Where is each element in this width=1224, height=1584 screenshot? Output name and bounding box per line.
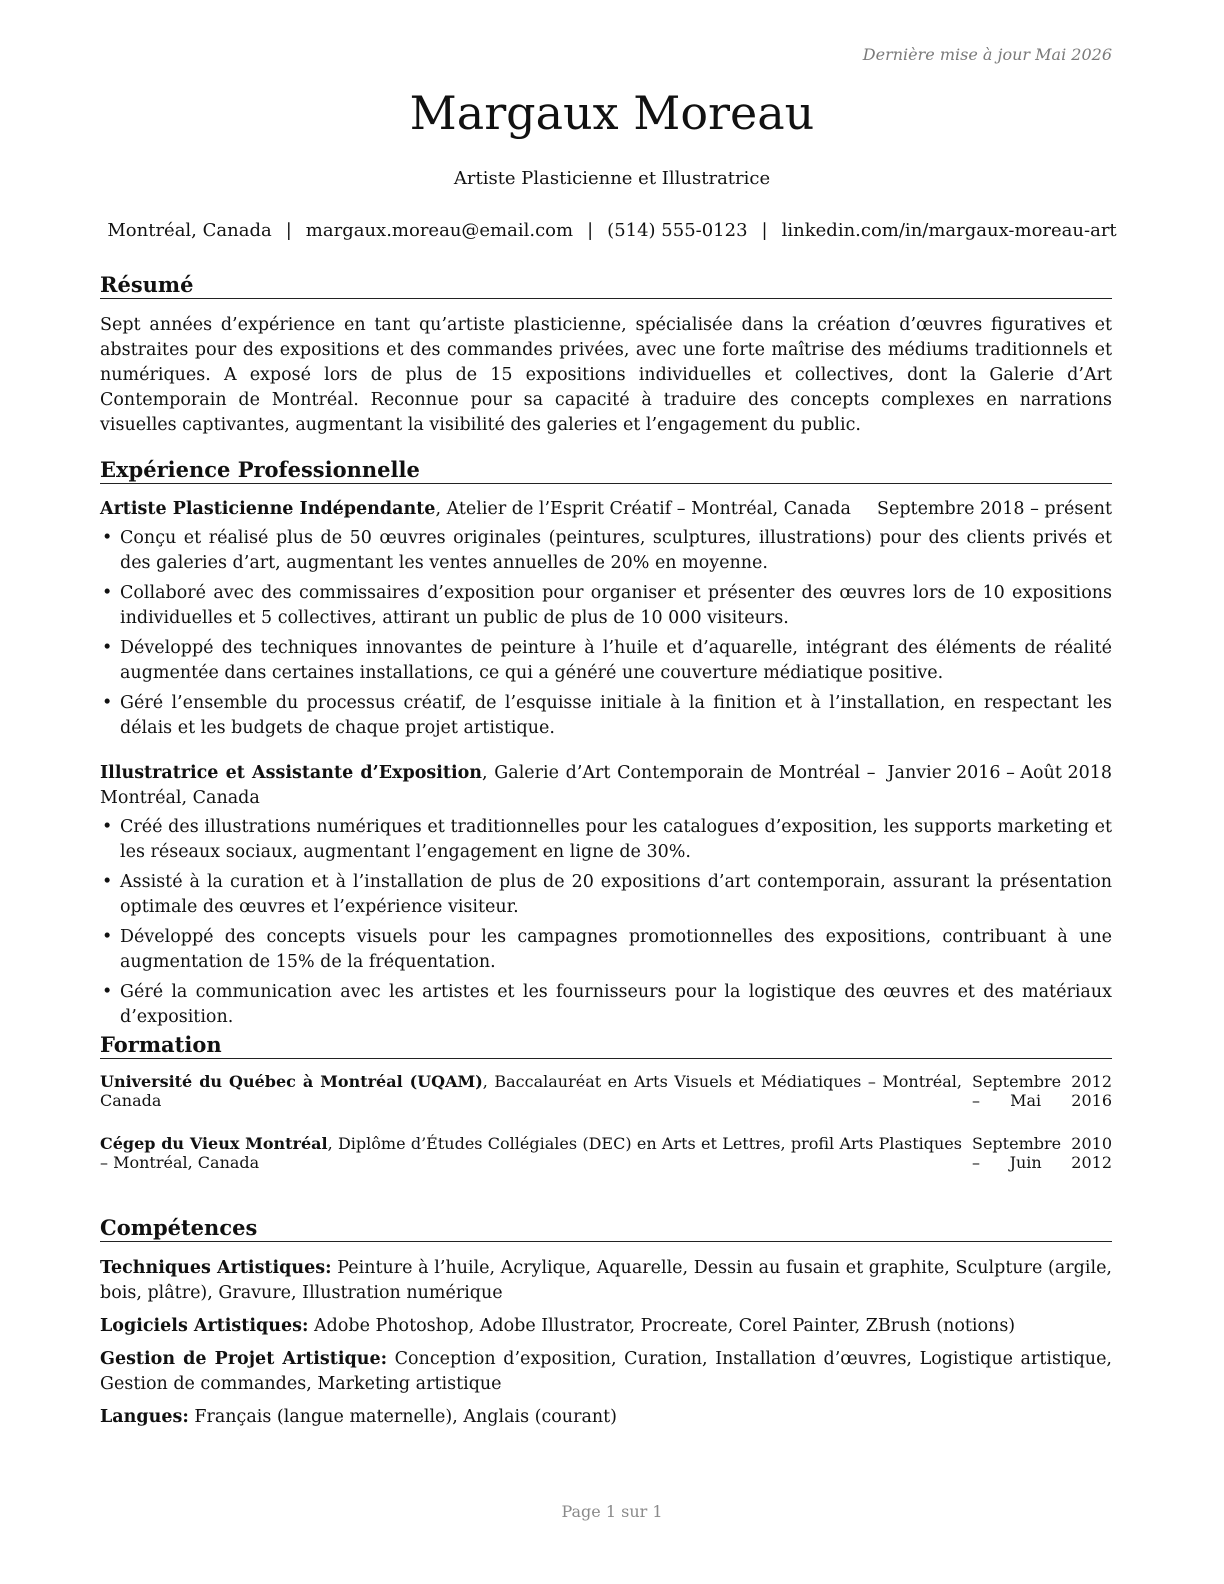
page-number: Page 1 sur 1 [561,1502,663,1521]
education-entry [100,1134,1112,1172]
contact-email[interactable]: margaux.moreau@email.com [305,220,574,241]
education-dates: Septembre 2012 – Mai 2016 [972,1072,1112,1111]
education-school: Université du Québec à Montréal (UQAM) [100,1072,483,1092]
education-entry [100,1072,1112,1110]
job-role: Illustratrice et Assistante d’Exposition [100,763,483,784]
job-header [100,497,1112,522]
job-org: , Atelier de l’Esprit Créatif – Montréal, Canada [435,499,851,520]
contact-line [0,220,1224,241]
section-heading: Compétences [100,1215,1112,1242]
education-detail: , Baccalauréat en Arts Visuels et Médiatiques – Montréal, Canada [100,1072,962,1111]
job-header [100,761,1112,811]
skill-label: Logiciels Artistiques: [100,1316,309,1337]
job-role: Artiste Plasticienne Indépendante [100,499,436,520]
list-item: • Développé des concepts visuels pour les campagnes promotionnelles des expositions, contribuant à une augmentation de 15% de la fréquentation. [100,925,1112,975]
list-item: • Développé des techniques innovantes de peinture à l’huile et d’aquarelle, intégrant des éléments de réalité augmentée dans certaines installations, ce qui a généré une couverture médiatique positive. [100,636,1112,686]
contact-separator: | [761,220,768,241]
skill-label: Langues: [100,1407,189,1428]
section-heading: Expérience Professionnelle [100,457,1112,484]
education-school: Cégep du Vieux Montréal [100,1134,328,1154]
skill-line [100,1256,1112,1306]
education-dates: Septembre 2010 – Juin 2012 [972,1134,1112,1173]
job-entry [100,497,1112,741]
contact-location: Montréal, Canada [107,220,272,241]
skill-text: Conception d’exposition, Curation, Installation d’œuvres, Logistique artistique, Gestion de commandes, Marketing artistique [100,1349,1112,1395]
experience-section [100,457,1112,1035]
contact-linkedin[interactable]: linkedin.com/in/margaux-moreau-art [781,220,1117,241]
skill-line [100,1347,1112,1397]
candidate-name: Margaux Moreau [409,86,815,140]
list-item: • Conçu et réalisé plus de 50 œuvres originales (peintures, sculptures, illustrations) pour des clients privés et des galeries d’art, augmentant les ventes annuelles de 20% en moyenne. [100,526,1112,576]
skill-text: Français (langue maternelle), Anglais (courant) [188,1407,618,1428]
job-dates: Janvier 2016 – Août 2018 [887,763,1112,784]
list-item: • Créé des illustrations numériques et traditionnelles pour les catalogues d’exposition, les supports marketing et les réseaux sociaux, augmentant l’engagement en ligne de 30%. [100,815,1112,865]
section-heading: Résumé [100,272,1112,299]
contact-phone: (514) 555-0123 [607,220,748,241]
education-detail: , Diplôme d’Études Collégiales (DEC) en Arts et Lettres, profil Arts Plastiques – Montréal, Canada [100,1134,962,1173]
job-entry [100,761,1112,1030]
contact-separator: | [285,220,292,241]
contact-separator: | [587,220,594,241]
education-section [100,1032,1112,1172]
skills-section [100,1215,1112,1438]
skill-line [100,1314,1112,1339]
job-bullets [100,815,1112,1030]
summary-text: Sept années d’expérience en tant qu’artiste plasticienne, spécialisée dans la création d’œuvres figuratives et abstraites pour des expositions et des commandes privées, avec une forte maîtrise des médiums traditionnels et numériques. A exposé lors de plus de 15 expositions individuelles et collectives, dont la Galerie d’Art Contemporain de Montréal. Reconnue pour sa capacité à traduire des concepts complexes en narrations visuelles captivantes, augmentant la visibilité des galeries et l’engagement du public. [100,315,1112,436]
list-item: • Géré la communication avec les artistes et les fournisseurs pour la logistique des œuvres et des matériaux d’exposition. [100,980,1112,1030]
list-item: • Géré l’ensemble du processus créatif, de l’esquisse initiale à la finition et à l’installation, en respectant les délais et les budgets de chaque projet artistique. [100,691,1112,741]
list-item: • Collaboré avec des commissaires d’exposition pour organiser et présenter des œuvres lors de 10 expositions individuelles et 5 collectives, attirant un public de plus de 10 000 visiteurs. [100,581,1112,631]
list-item: • Assisté à la curation et à l’installation de plus de 20 expositions d’art contemporain, assurant la présentation optimale des œuvres et l’expérience visiteur. [100,870,1112,920]
section-heading: Formation [100,1032,1112,1059]
job-org: , Galerie d’Art Contemporain de Montréal – Montréal, Canada [100,763,876,809]
skill-text: Peinture à l’huile, Acrylique, Aquarelle, Dessin au fusain et graphite, Sculpture (argile, bois, plâtre), Gravure, Illustration numérique [100,1258,1112,1304]
skill-line [100,1405,1112,1430]
last-updated: Dernière mise à jour Mai 2026 [862,45,1112,64]
job-dates: Septembre 2018 – présent [877,499,1112,520]
skill-text: Adobe Photoshop, Adobe Illustrator, Procreate, Corel Painter, ZBrush (notions) [308,1316,1016,1337]
skill-label: Techniques Artistiques: [100,1258,332,1279]
candidate-title: Artiste Plasticienne et Illustratrice [453,168,771,189]
summary-section [100,272,1112,438]
skill-label: Gestion de Projet Artistique: [100,1349,388,1370]
job-bullets [100,526,1112,741]
